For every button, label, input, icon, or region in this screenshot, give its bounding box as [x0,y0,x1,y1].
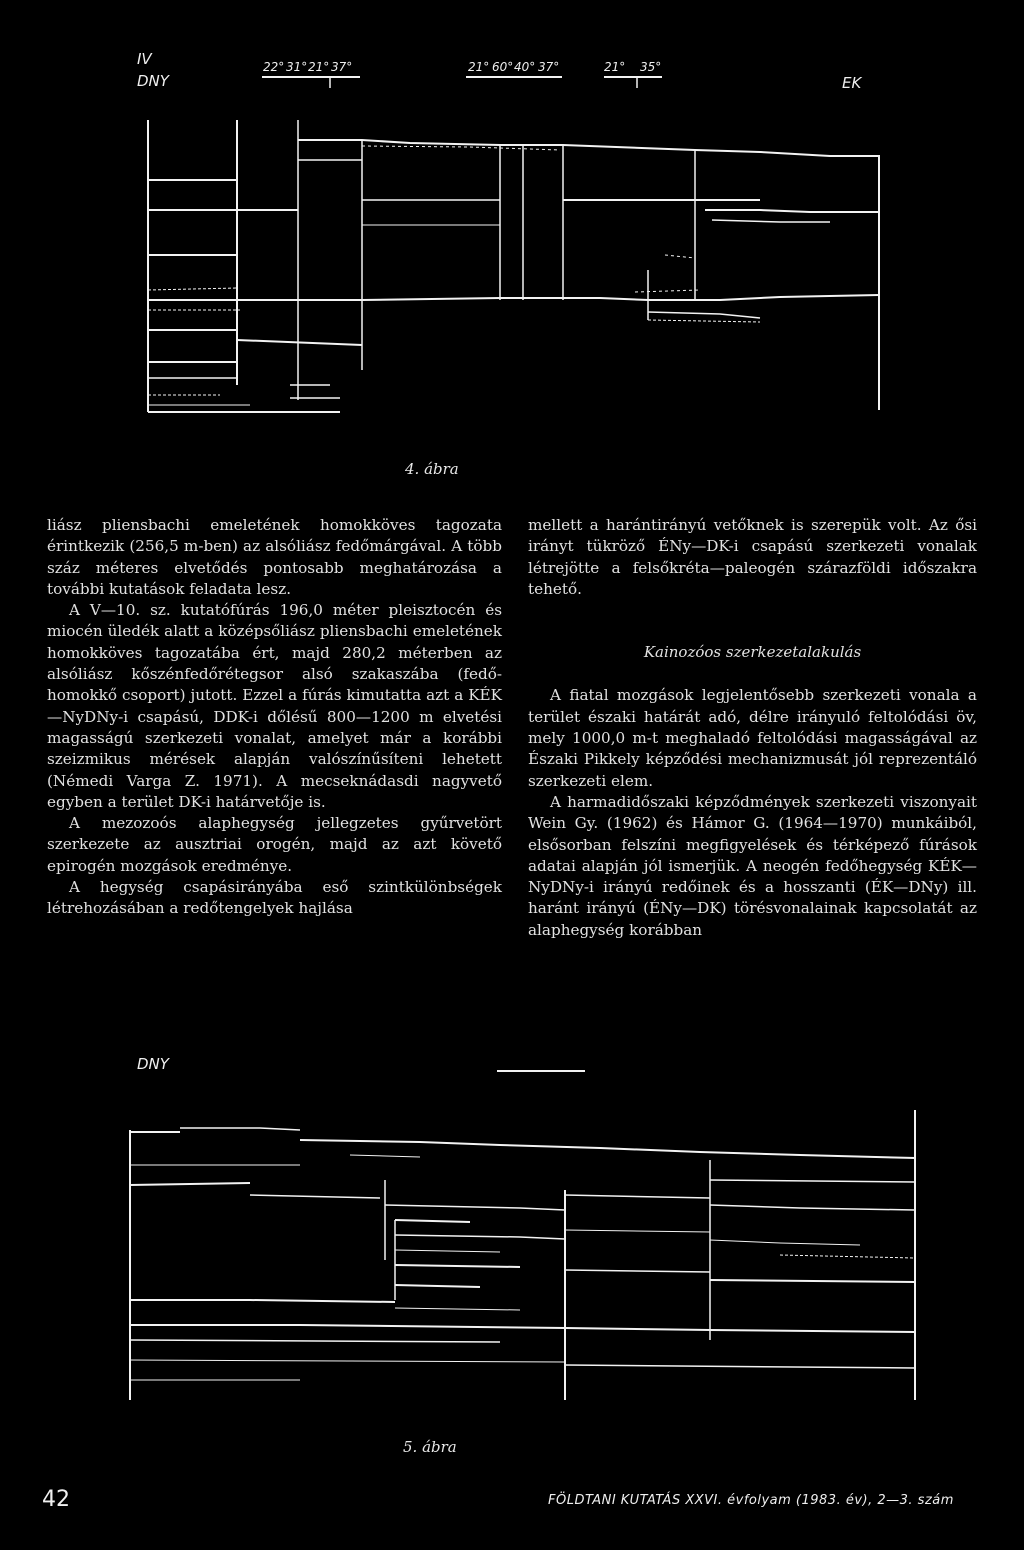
panel-label: IV [137,50,152,68]
figure-caption: 4. ábra [405,460,459,478]
dip-angle: 37° [538,60,560,74]
dip-angle: 37° [331,60,353,74]
cross-section-5 [0,1040,1024,1420]
dip-angle: 21° [468,60,490,74]
paragraph: A fiatal mozgások legjelentősebb szerkezeti vonala a terület északi határát adó, délre irányuló feltolódási öv, mely 1000,0 m-t meghaladó feltolódási magasságával az Északi Pikkely képződési mechanizmusát jól reprezentáló szerkezeti elem. [528,686,977,790]
paragraph: A harmadidőszaki képződmények szerkezeti viszonyait Wein Gy. (1962) és Hámor G. (1964—1970) munkáiból, elsősorban felszíni megfigyelések és térképező fúrások adatai alapján jól ismerjük. A neogén fedőhegység KÉK—NyDNy-i irányú redőinek és a hosszanti (ÉK—DNy) ill. haránt irányú (ÉNy—DK) törésvonalainak kapcsolatát az alaphegység korábban [528,792,977,939]
paragraph: liász pliensbachi emeletének homokköves tagozata érintkezik (256,5 m-ben) az alsóliász fedőmárgával. A több száz méteres elvetődés pontosabb meghatározása a további kutatások feladata lesz. [47,516,502,598]
dip-angle: 60° [492,60,514,74]
dip-angle: 40° [514,60,536,74]
paragraph: A mezozoós alaphegység jellegzetes gyűrvetört szerkezete az ausztriai orogén, majd az azt követő epirogén mozgások eredménye. [47,814,502,875]
paragraph: mellett a harántirányú vetőknek is szerepük volt. Az ősi irányt tükröző ÉNy—DK-i csapású szerkezeti vonalak létrejötte a felsőkréta—paleogén szárazföldi időszakra tehető. [528,516,977,598]
text-column-left [47,515,502,920]
journal-footer: FÖLDTANI KUTATÁS XXVI. évfolyam (1983. év), 2—3. szám [548,1493,954,1508]
page-number: 42 [42,1487,70,1512]
paragraph: A hegység csapásirányába eső szintkülönbségek létrehozásában a redőtengelyek hajlása [47,878,502,918]
direction-label-left: DNY [137,1055,169,1073]
direction-label-right: EK [842,74,862,92]
dip-angle: 21° [604,60,626,74]
dip-angle: 21° [308,60,330,74]
direction-label-left: DNY [137,72,169,90]
cross-section-4 [0,0,1024,440]
text-column-right [528,515,977,941]
dip-angle: 31° [286,60,308,74]
dip-angle: 22° [263,60,285,74]
section-title: Kainozóos szerkezetalakulás [643,643,862,662]
paragraph: A V—10. sz. kutatófúrás 196,0 méter pleisztocén és miocén üledék alatt a középsőliász pliensbachi emeletének homokköves tagozatába ért, majd 280,2 méterben az alsóliász kőszénfedőrétegsor alsó szakaszába (fedő-homokkő csoport) jutott. Ezzel a fúrás kimutatta azt a KÉK—NyDNy-i csapású, DDK-i dőlésű 800—1200 m elvetési magasságú szerkezeti vonalat, amelyet már a korábbi szeizmikus mérések alapján valószínűsíteni lehetett (Némedi Varga Z. 1971). A mecseknádasdi nagyvető egyben a terület DK-i határvetője is. [47,601,502,811]
figure-caption: 5. ábra [403,1438,457,1456]
dip-angle: 35° [640,60,662,74]
